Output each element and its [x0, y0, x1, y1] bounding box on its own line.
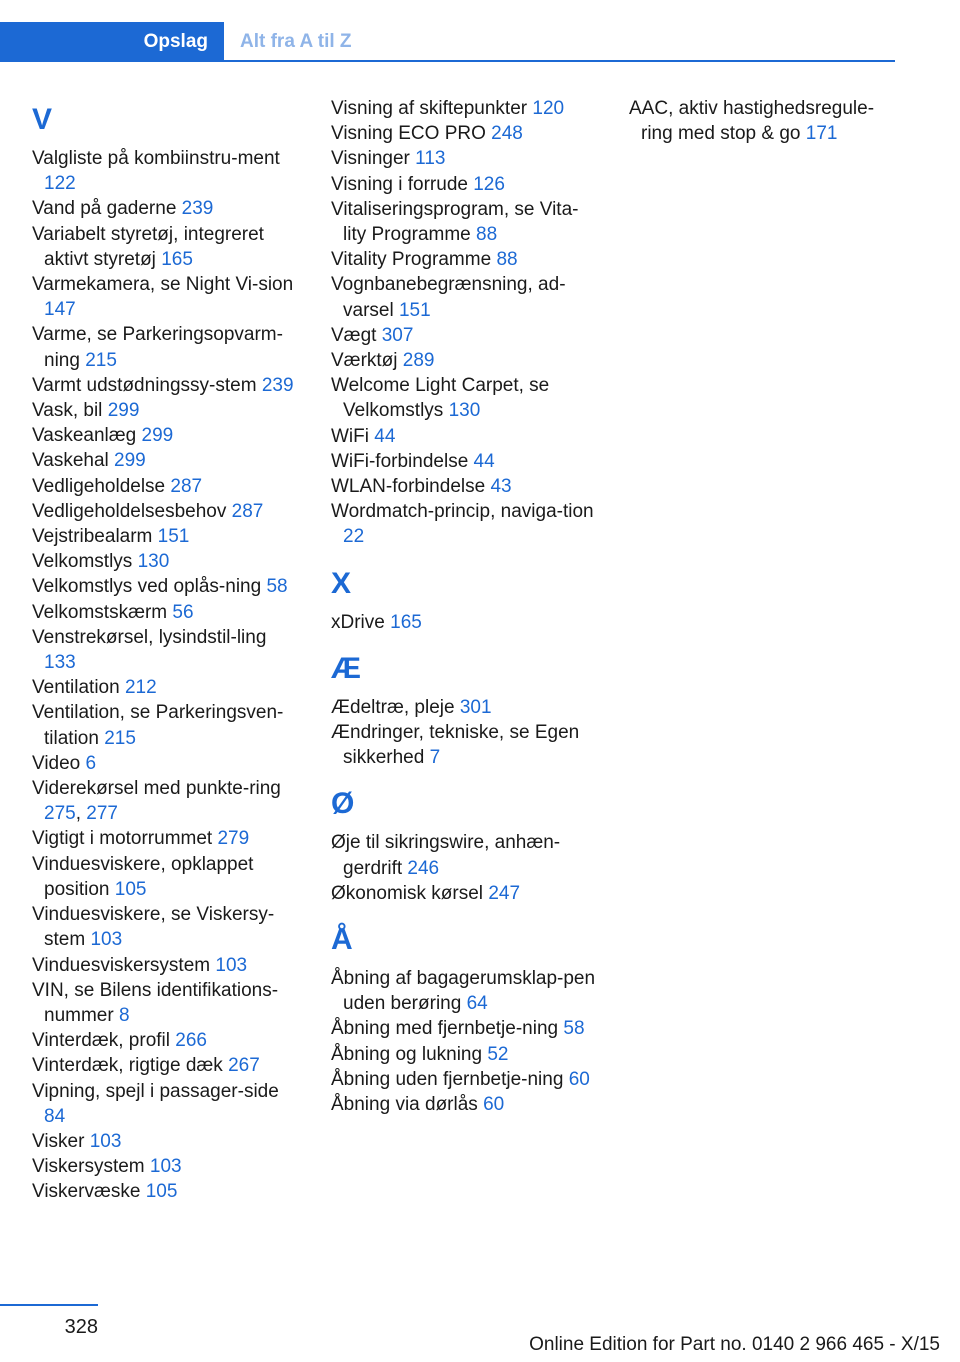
entry-term: VIN, se Bilens identifikations‐nummer [32, 979, 279, 1026]
entry-term: Vaskeanlæg [32, 425, 137, 447]
page-link[interactable]: 212 [124, 677, 157, 699]
index-entry [331, 373, 601, 423]
entry-term: Velkomstlys [32, 551, 133, 573]
index-entry [331, 474, 601, 499]
index-entry [32, 474, 302, 499]
section-letter: Å [331, 923, 353, 957]
edition-note: Online Edition for Part no. 0140 2 966 465 - X/15 [529, 1334, 940, 1355]
entry-term: Øje til sikringswire, anhæn‐gerdrift [331, 832, 561, 879]
index-entry [331, 695, 601, 720]
index-column-1 [32, 96, 302, 1205]
index-entry [331, 424, 601, 449]
page-link[interactable]: 103 [90, 929, 123, 951]
index-entry [32, 196, 302, 221]
entry-term: Visninger [331, 148, 410, 170]
page-link[interactable]: 277 [86, 803, 118, 825]
index-entry [32, 373, 302, 398]
entry-term: Vitality Programme [331, 249, 492, 271]
page-link[interactable]: 299 [114, 450, 146, 472]
index-entry [32, 751, 302, 776]
page-link[interactable]: 151 [398, 299, 431, 321]
page-link[interactable]: 299 [107, 400, 140, 422]
entry-term: Vand på gaderne [32, 198, 177, 220]
index-entry [331, 96, 601, 121]
entry-term: WiFi [331, 425, 369, 447]
entry-term: Vinterdæk, rigtige dæk [32, 1055, 223, 1077]
page-link[interactable]: 105 [114, 878, 147, 900]
page-link[interactable]: 287 [170, 475, 203, 497]
entry-term: Venstrekørsel, lysindstil‐ling [32, 626, 267, 648]
page-link[interactable]: 307 [381, 324, 414, 346]
entry-term: Vinduesviskere, opklappet position [32, 853, 254, 900]
index-entry [331, 1016, 601, 1041]
entry-term: Vipning, spejl i passager‐side [32, 1080, 279, 1102]
index-entry [331, 121, 601, 146]
index-column-3 [629, 96, 899, 146]
page-link[interactable]: 8 [118, 1004, 130, 1026]
index-entry [32, 499, 302, 524]
entry-term: Variabelt styretøj, integreret aktivt styretøj [32, 223, 264, 270]
entry-term: Vask, bil [32, 400, 103, 422]
page-link[interactable]: 43 [490, 476, 512, 498]
page-link[interactable]: 171 [805, 123, 838, 145]
index-entry [32, 222, 302, 272]
section-letter: X [331, 566, 352, 600]
page-link[interactable]: 266 [175, 1030, 207, 1052]
index-entry [32, 902, 302, 952]
page-link[interactable]: 113 [415, 148, 446, 170]
page-link[interactable]: 130 [137, 551, 170, 573]
index-entry [331, 197, 601, 247]
index-entry [32, 1154, 302, 1179]
index-entry [32, 675, 302, 700]
index-entry [32, 1079, 302, 1129]
index-entry [32, 423, 302, 448]
index-entry [331, 348, 601, 373]
page-link[interactable]: 275 [44, 803, 76, 825]
page-link[interactable]: 60 [568, 1068, 590, 1090]
entry-term: Video [32, 752, 81, 774]
entry-term: Åbning og lukning [331, 1043, 483, 1065]
entry-term: Åbning uden fjernbetje‐ning [331, 1068, 564, 1090]
entry-term: Vejstribealarm [32, 526, 153, 548]
index-entry [32, 978, 302, 1028]
page-number: 328 [64, 1316, 98, 1338]
index-entry [32, 1179, 302, 1204]
page-link[interactable]: 52 [487, 1043, 509, 1065]
entry-term: Valgliste på kombiinstru‐ment [32, 148, 280, 169]
page-link[interactable]: 246 [407, 857, 440, 879]
page-link[interactable]: 301 [459, 696, 492, 718]
page-header [0, 22, 895, 62]
page-link[interactable]: 122 [44, 173, 76, 195]
entry-term: AAC, aktiv hastighedsregule‐ring med stop & go [629, 98, 875, 145]
index-entry [331, 610, 601, 635]
page-link[interactable]: 267 [228, 1055, 260, 1077]
entry-term: Velkomstskærm [32, 601, 168, 623]
entry-term: Vinduesviskersystem [32, 954, 211, 976]
index-entry [32, 322, 302, 372]
index-entry [331, 272, 601, 322]
entry-term: Vedligeholdelsesbehov [32, 500, 227, 522]
index-entry [32, 1129, 302, 1154]
page-link[interactable]: 215 [85, 349, 117, 371]
index-entry [32, 600, 302, 625]
page-link[interactable]: 151 [157, 526, 190, 548]
page-link[interactable]: 239 [261, 374, 294, 396]
entry-term: Åbning af bagagerumsklap‐pen uden berøring [331, 968, 596, 1015]
tab-alt-fra-a-til-z[interactable]: Alt fra A til Z [240, 31, 352, 52]
entry-term: Vinterdæk, profil [32, 1030, 170, 1052]
index-entry [331, 146, 601, 171]
page-link[interactable]: 58 [563, 1018, 585, 1040]
page-link[interactable]: 64 [466, 993, 488, 1015]
page-link[interactable]: 120 [532, 98, 565, 119]
entry-term: Vognbanebegrænsning, ad‐varsel [331, 274, 566, 321]
entry-term: Åbning via dørlås [331, 1094, 478, 1116]
entry-term: Vaskehal [32, 450, 109, 472]
entry-term: Ændringer, tekniske, se Egen sikkerhed [331, 722, 580, 769]
entry-term: Viskersystem [32, 1156, 145, 1178]
page-link[interactable]: 147 [44, 299, 76, 321]
page-link[interactable]: 103 [89, 1130, 122, 1152]
entry-term: Ventilation [32, 677, 120, 699]
page-link[interactable]: 88 [496, 249, 518, 271]
header-divider [0, 60, 895, 62]
page-link[interactable]: 60 [483, 1094, 505, 1116]
page-link[interactable]: 44 [473, 450, 495, 472]
index-entry [32, 398, 302, 423]
index-entry: Viderekørsel med punkte‐ring 275, 277 [32, 778, 281, 825]
page-link[interactable]: 133 [44, 652, 76, 674]
entry-term: Ventilation, se Parkeringsven‐tilation [32, 702, 284, 749]
index-entry [331, 323, 601, 348]
index-entry [32, 1053, 302, 1078]
page-link[interactable]: 248 [491, 123, 523, 145]
entry-term: Varmekamera, se Night Vi‐sion [32, 274, 294, 296]
page-link[interactable]: 126 [473, 173, 505, 195]
section-letter: Ø [331, 787, 355, 821]
page-link[interactable]: 215 [104, 727, 136, 749]
entry-term: Welcome Light Carpet, se Velkomstlys [331, 375, 550, 422]
index-entry [32, 524, 302, 549]
page-link[interactable]: 56 [172, 601, 194, 623]
entry-term: Visning ECO PRO [331, 123, 486, 145]
entry-term: Velkomstlys ved oplås‐ning [32, 576, 262, 598]
index-entry [331, 720, 601, 770]
index-entry [32, 1028, 302, 1053]
index-entry [331, 966, 601, 1016]
page-link[interactable]: 103 [215, 954, 248, 976]
entry-term: Varmt udstødningssy‐stem [32, 374, 257, 396]
page-link[interactable]: 6 [85, 752, 97, 774]
page-link[interactable]: 44 [374, 425, 396, 447]
tab-opslag[interactable]: Opslag [0, 22, 224, 62]
entry-term: WiFi-forbindelse [331, 450, 469, 472]
index-entry [331, 1092, 601, 1117]
index-entry [32, 448, 302, 473]
entry-term: Vigtigt i motorrummet [32, 828, 213, 850]
page-link[interactable]: 247 [488, 882, 521, 904]
index-entry [331, 1067, 601, 1092]
footer-divider [0, 1304, 98, 1306]
index-entry [331, 881, 601, 906]
section-letter: V [32, 103, 53, 136]
entry-term: Visning af skiftepunkter [331, 98, 528, 119]
index-entry [331, 247, 601, 272]
page-link[interactable]: 22 [343, 526, 365, 548]
index-entry [331, 172, 601, 197]
index-entry [32, 146, 302, 196]
index-entry [32, 625, 302, 675]
index-entry [32, 852, 302, 902]
page-link[interactable]: 239 [181, 198, 214, 220]
page-link[interactable]: 130 [448, 400, 481, 422]
index-entry [32, 549, 302, 574]
section-letter: Æ [331, 651, 361, 685]
index-entry [32, 272, 302, 322]
page-link[interactable]: 105 [145, 1181, 178, 1203]
page-link[interactable]: 299 [141, 425, 174, 447]
entry-term: Økonomisk kørsel [331, 882, 484, 904]
page-link[interactable]: 165 [390, 611, 422, 633]
page-link[interactable]: 58 [266, 576, 288, 598]
entry-term: Varme, se Parkeringsopvarm‐ning [32, 324, 283, 371]
entry-term: Visning i forrude [331, 173, 468, 195]
index-entry [32, 953, 302, 978]
entry-term: Viderekørsel med punkte‐ring [32, 778, 281, 800]
page-link[interactable]: 7 [429, 747, 441, 769]
entry-term: Wordmatch-princip, naviga‐tion [331, 501, 594, 523]
entry-term: Vedligeholdelse [32, 475, 166, 497]
page-link[interactable]: 287 [231, 500, 264, 522]
entry-term: xDrive [331, 611, 385, 633]
index-entry [32, 700, 302, 750]
page-link[interactable]: 289 [402, 350, 435, 372]
index-entry [32, 826, 302, 851]
index-entry [32, 574, 302, 599]
entry-term: Vægt [331, 324, 377, 346]
index-entry [331, 499, 601, 549]
entry-term: Ædeltræ, pleje [331, 696, 455, 718]
page-link[interactable]: 88 [476, 224, 498, 246]
index-column-2 [331, 96, 601, 1117]
entry-term: Vinduesviskere, se Viskersy‐stem [32, 904, 275, 951]
page-link[interactable]: 103 [149, 1156, 182, 1178]
entry-term: Værktøj [331, 350, 398, 372]
page-link[interactable]: 165 [161, 248, 193, 270]
entry-term: Åbning med fjernbetje‐ning [331, 1018, 559, 1040]
entry-term: Viskervæske [32, 1181, 141, 1203]
index-entry [331, 830, 601, 880]
entry-term: WLAN-forbindelse [331, 476, 486, 498]
index-entry [331, 449, 601, 474]
index-entry [331, 1042, 601, 1067]
page-link[interactable]: 84 [44, 1105, 66, 1127]
index-entry [629, 96, 899, 146]
page-link[interactable]: 279 [217, 828, 250, 850]
entry-term: Visker [32, 1130, 85, 1152]
entry-term: Vitaliseringsprogram, se Vita‐lity Programme [331, 198, 579, 246]
